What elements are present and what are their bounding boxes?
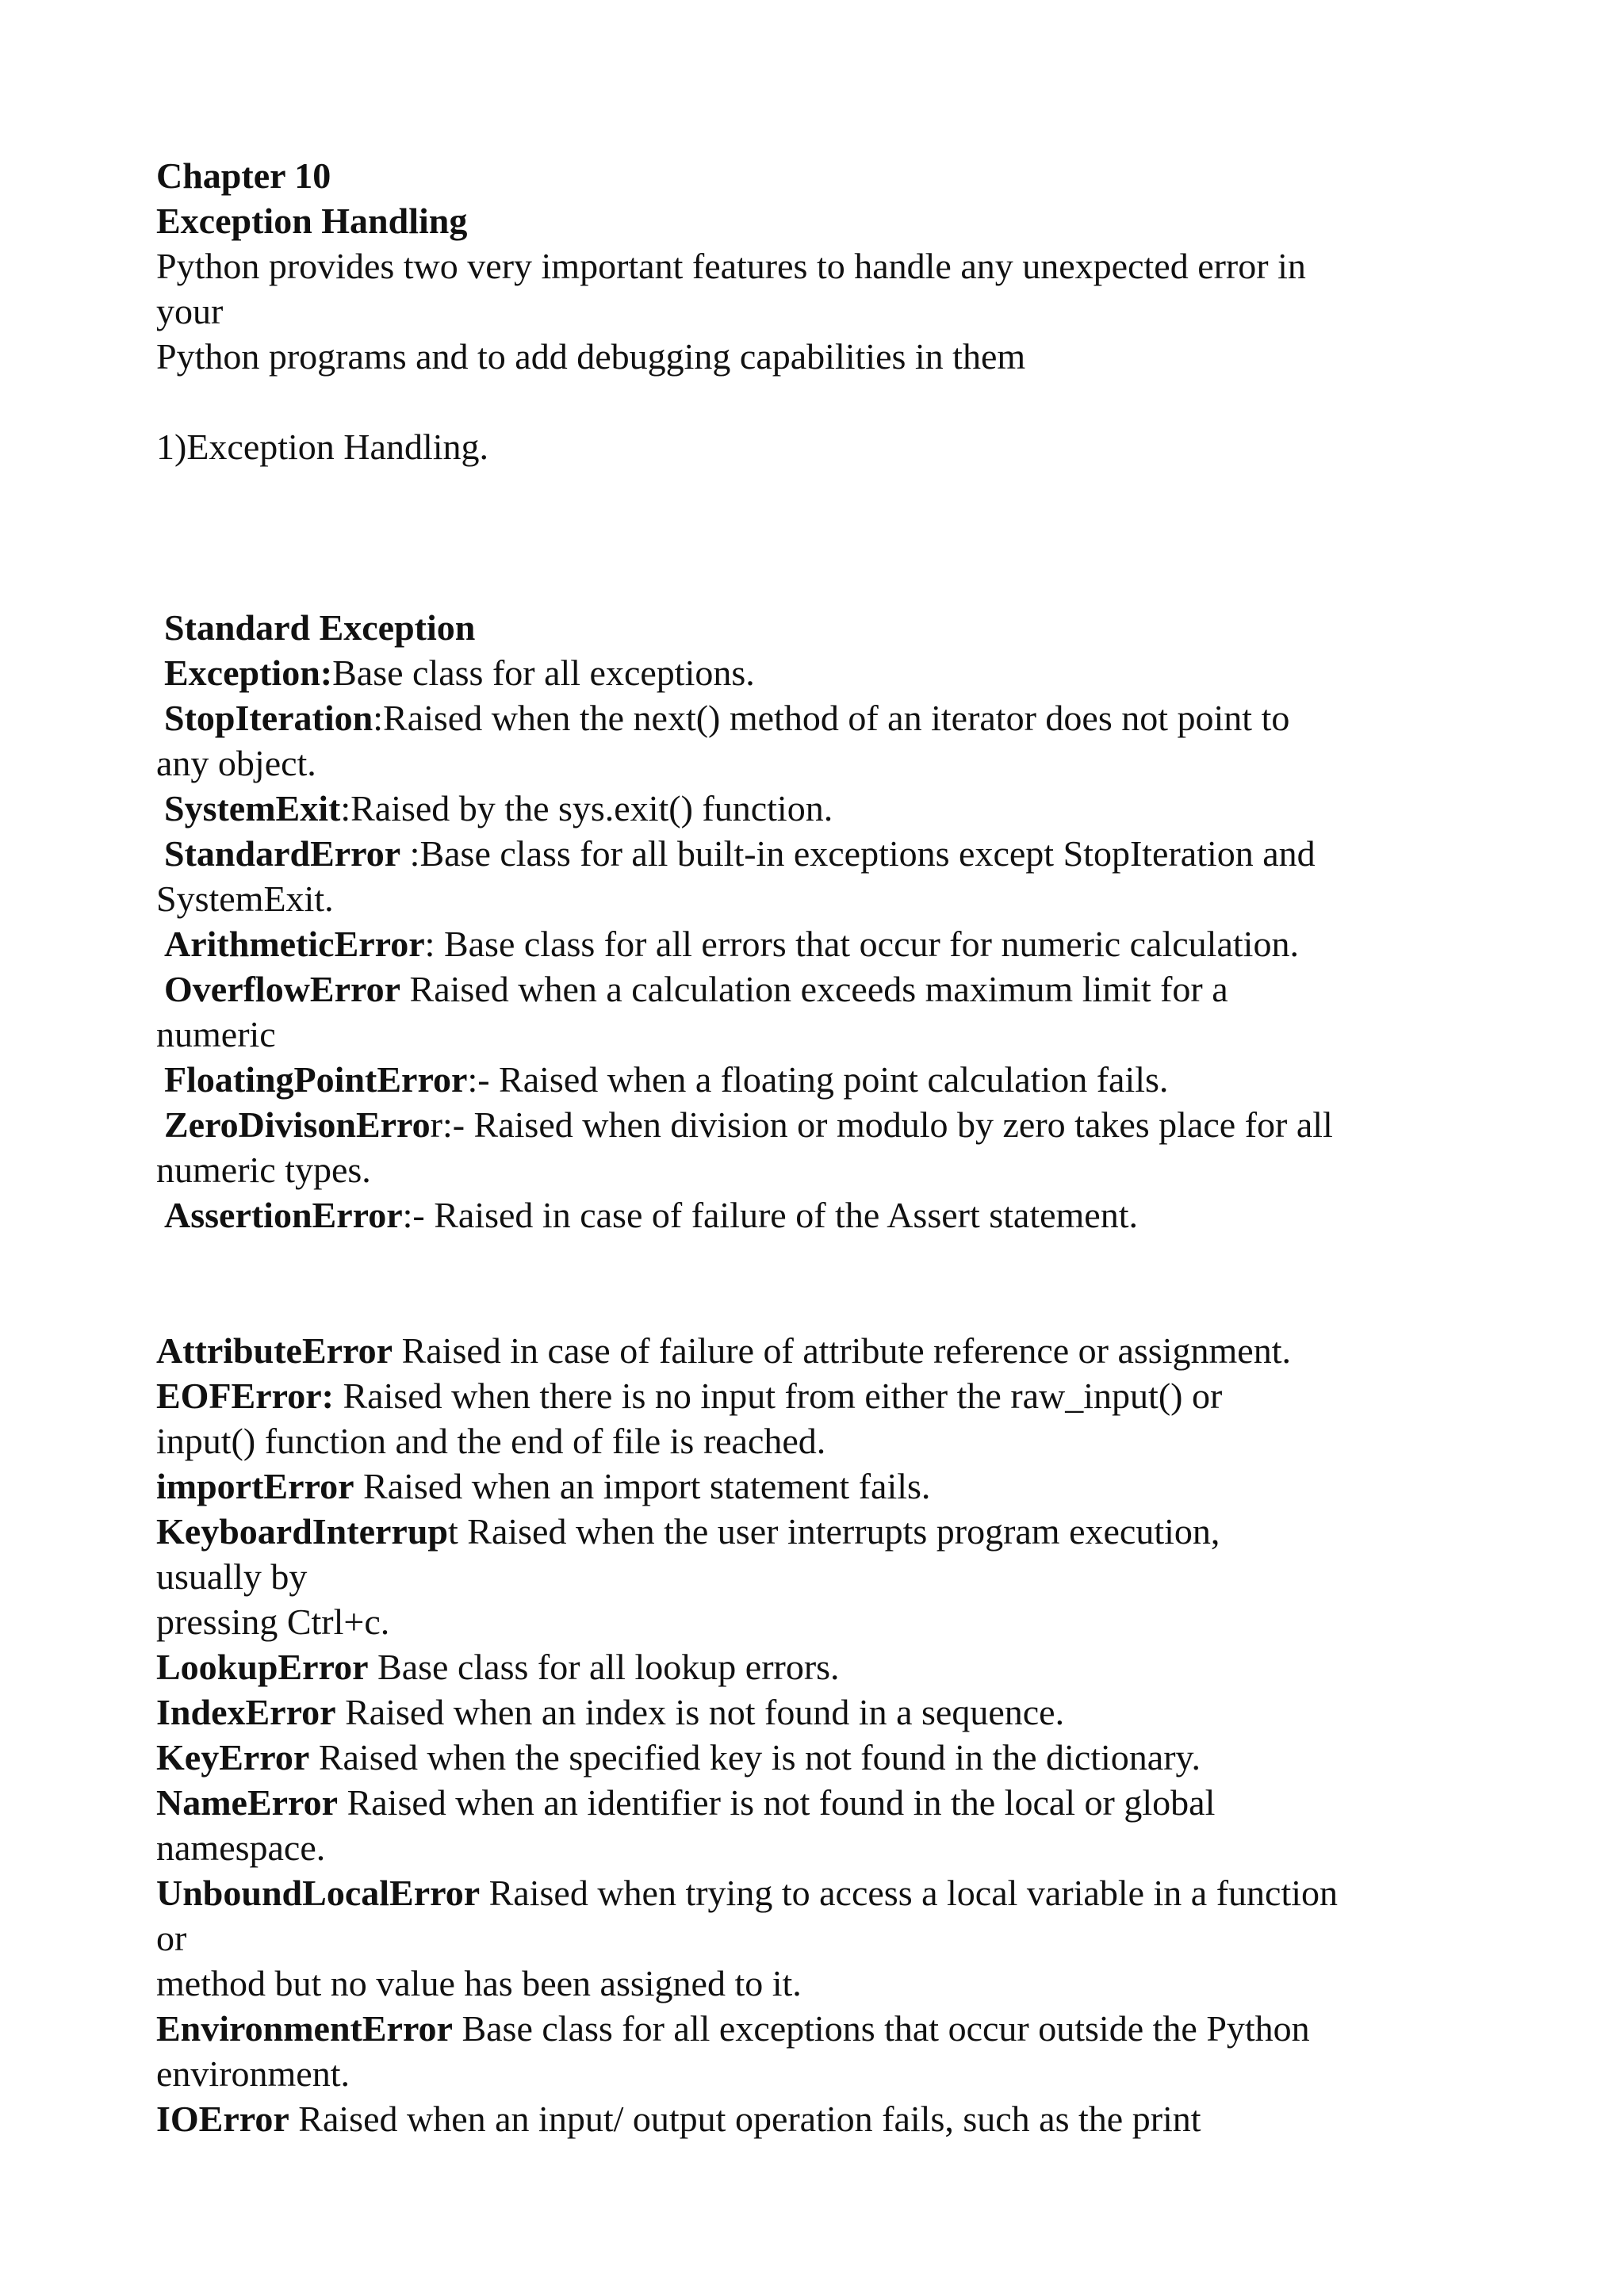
exception-term: IndexError [156,1692,336,1732]
exception-term: AssertionError [164,1195,403,1235]
exception-term: StandardError [164,833,401,874]
spacer [156,379,1504,424]
exception-term: KeyboardInterrup [156,1511,448,1552]
exception-term: KeyError [156,1737,310,1777]
spacer [156,469,1504,605]
exception-term: Exception: [164,652,333,693]
section-heading: Standard Exception [164,607,476,648]
exception-entry: LookupError Base class for all lookup errors. [156,1647,840,1687]
intro-line-1: Python provides two very important features to handle any unexpected error in [156,246,1306,286]
exception-entry: SystemExit:Raised by the sys.exit() function. [164,788,833,828]
exception-entry-continued: SystemExit. [156,878,334,919]
exception-term: ArithmeticError [164,924,425,964]
exception-entry: AssertionError:- Raised in case of failure of the Assert statement. [164,1195,1139,1235]
exception-entry: Exception:Base class for all exceptions. [164,652,755,693]
exception-entry-continued: pressing Ctrl+c. [156,1601,390,1642]
exception-entry-continued: numeric types. [156,1150,371,1190]
exception-entry-continued: or [156,1918,187,1958]
exception-entry: ArithmeticError: Base class for all errors that occur for numeric calculation. [164,924,1299,964]
exception-entry: IOError Raised when an input/ output operation fails, such as the print [156,2099,1201,2139]
exception-entry-continued: environment. [156,2053,350,2094]
exception-entry-continued: method but no value has been assigned to it. [156,1963,802,2003]
exception-entry: NameError Raised when an identifier is not found in the local or global [156,1782,1216,1823]
exception-term: NameError [156,1782,339,1823]
exception-term: FloatingPointError [164,1059,468,1100]
exception-entry: EnvironmentError Base class for all exceptions that occur outside the Python [156,2008,1310,2049]
exception-term: importError [156,1466,354,1506]
exception-term: SystemExit [164,788,341,828]
exception-term: EnvironmentError [156,2008,453,2049]
exception-term: UnboundLocalError [156,1873,481,1913]
exception-entry: AttributeError Raised in case of failure of attribute reference or assignment. [156,1330,1291,1371]
exception-entry: IndexError Raised when an index is not found in a sequence. [156,1692,1065,1732]
exception-term: IOError [156,2099,289,2139]
intro-line-2: your [156,291,224,331]
exception-entry: importError Raised when an import statement fails. [156,1466,931,1506]
exception-entry-continued: any object. [156,743,316,783]
document-page [156,153,1504,2141]
exception-entry: FloatingPointError:- Raised when a floating point calculation fails. [164,1059,1169,1100]
exception-entry: EOFError: Raised when there is no input from either the raw_input() or [156,1376,1223,1416]
exception-entry: KeyError Raised when the specified key is not found in the dictionary. [156,1737,1201,1777]
exception-entry-continued: namespace. [156,1827,326,1868]
exception-entry: OverflowError Raised when a calculation exceeds maximum limit for a [164,969,1228,1009]
exception-entry-continued: usually by [156,1556,308,1597]
exception-term: ZeroDivisonErro [164,1104,431,1145]
exception-term: OverflowError [164,969,401,1009]
exception-term: AttributeError [156,1330,393,1371]
exception-term: LookupError [156,1647,369,1687]
chapter-title: Exception Handling [156,201,468,241]
intro-list-item: 1)Exception Handling. [156,427,489,467]
exception-entry: StopIteration:Raised when the next() method of an iterator does not point to [164,698,1290,738]
exception-entry: KeyboardInterrupt Raised when the user interrupts program execution, [156,1511,1220,1552]
intro-line-3: Python programs and to add debugging capabilities in them [156,336,1026,377]
exception-term: StopIteration [164,698,373,738]
chapter-number: Chapter 10 [156,155,331,196]
exception-entry: ZeroDivisonError:- Raised when division or modulo by zero takes place for all [164,1104,1333,1145]
exception-entry-continued: numeric [156,1014,276,1054]
exception-term: EOFError: [156,1376,334,1416]
exception-entry-continued: input() function and the end of file is reached. [156,1421,826,1461]
exception-entry: StandardError :Base class for all built-in exceptions except StopIteration and [164,833,1316,874]
spacer [156,1238,1504,1328]
exception-entry: UnboundLocalError Raised when trying to access a local variable in a function [156,1873,1339,1913]
